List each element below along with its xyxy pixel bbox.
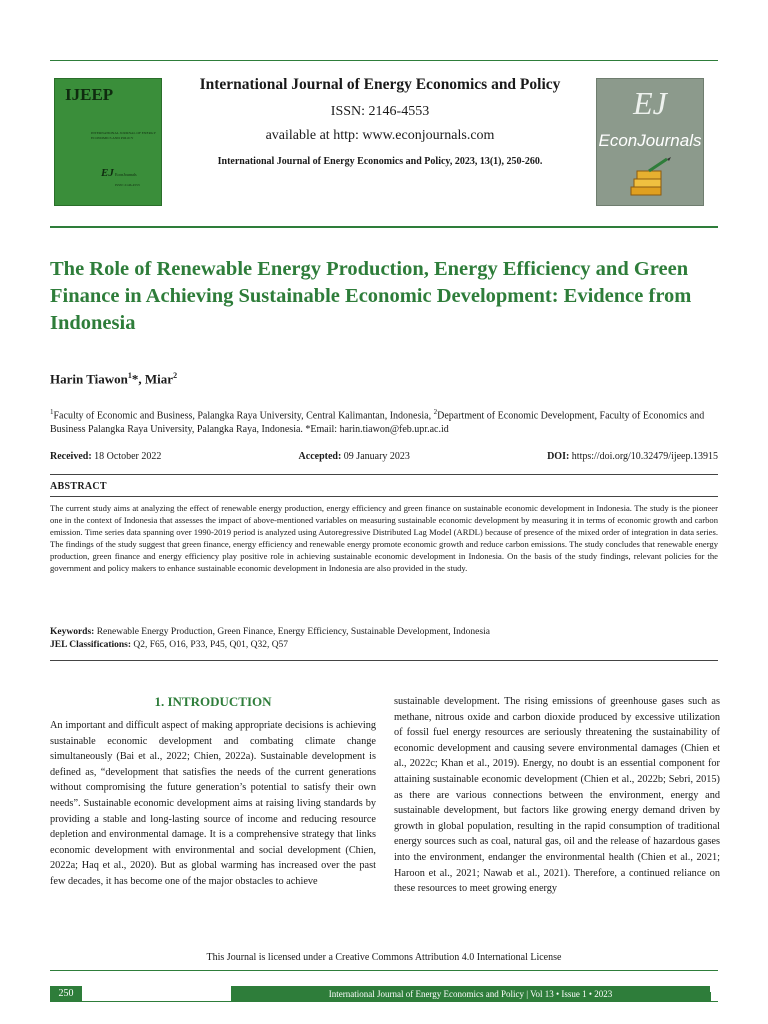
- author-name: Miar: [144, 371, 174, 387]
- page-number: 250: [50, 986, 82, 1002]
- author-name: Harin Tiawon: [50, 371, 128, 387]
- abstract-body: The current study aims at analyzing the effect of renewable energy production, energy efficiency and green finance on sustainable economic development in Indonesia. The study is the pioneer one in the context of Indonesia that assesses the impact of above-mentioned variables on measuring sustainable economic development by measuring it in terms of economic growth and carbon emission. Time series data spanning over 1990-2019 period is analyzed using Autoregressive Distributed Lag Model (ARDL) because of presence of the mixed order of integration in data series. The findings of the study suggest that green finance, energy efficiency and renewable energy promote economic growth and reduce carbon emissions. The study concludes that renewable energy production, green finance and energy efficiency play positive role in achieving sustainable economic development in Indonesia. On the basis of the study findings, relevant policies for the government and policy makers to enhance sustainable economic development in Indonesia are also provided in the study.: [50, 503, 718, 574]
- cover-ej-mark: EJ: [101, 167, 114, 179]
- affil-mark: 1: [50, 408, 54, 416]
- section-heading-introduction: 1. INTRODUCTION: [154, 694, 272, 709]
- keywords-line: [50, 626, 718, 639]
- keywords-rule: [50, 660, 718, 661]
- doi-link[interactable]: [547, 451, 718, 462]
- article-dates: [50, 451, 718, 462]
- jel-value: Q2, F65, O16, P33, P45, Q01, Q32, Q57: [131, 640, 289, 650]
- logo-mark: EJ: [633, 85, 667, 121]
- abstract-rule-top: [50, 474, 718, 475]
- journal-issn: ISSN: 2146-4553: [330, 104, 430, 119]
- author-line: [50, 371, 177, 387]
- journal-title: International Journal of Energy Economics and Policy: [199, 76, 561, 93]
- author-affil-mark: 2: [173, 371, 178, 380]
- license-note: This Journal is licensed under a Creative Commons Attribution 4.0 International License: [206, 952, 562, 963]
- abstract-rule: [50, 496, 718, 497]
- journal-header: [170, 74, 590, 167]
- jel-label: JEL Classifications:: [50, 640, 132, 650]
- received-date: [50, 451, 161, 462]
- body-column-left: An important and difficult aspect of making appropriate decisions is achieving sustainable economic development and combating climate change simultaneously (Bai et al., 2022; Chien, 2022a). Sustainable development is defined as, “development that satisfies the needs of the current generations without compromising the future generation’s potential to satisfy their own needs”. Sustainable economic development aims at raising living standards by providing a stable and long-lasting source of income and reducing resource depletion and environmental damage. It is a comprehensive strategy that links economic development with environmental and social development (Chien, 2022a; Haq et al., 2020). But as global warming has increased over the past few decades, it has become one of the major obstacles to achieve: [50, 720, 376, 887]
- cover-title: IJEEP: [65, 85, 114, 104]
- doi-label: DOI:: [547, 451, 570, 462]
- cover-ej-name: EconJournals: [115, 172, 137, 177]
- keywords-value: Renewable Energy Production, Green Finance, Energy Efficiency, Sustainable Development, Indonesia: [94, 627, 490, 637]
- footer-corner-mark: [710, 992, 718, 1002]
- affiliations: [50, 405, 718, 437]
- jel-line: [50, 639, 718, 652]
- books-pencil-icon: [627, 157, 675, 201]
- logo-name: EconJournals: [598, 131, 702, 150]
- keywords-label: Keywords:: [50, 627, 95, 637]
- paper-title: The Role of Renewable Energy Production, Energy Efficiency and Green Finance in Achieving Sustainable Economic Development: Evidence from Indonesia: [50, 258, 692, 334]
- journal-citation: International Journal of Energy Economics and Policy, 2023, 13(1), 250-260.: [217, 156, 543, 167]
- received-label: Received:: [50, 451, 92, 462]
- license-rule: [50, 970, 718, 971]
- journal-cover-thumbnail: [54, 78, 162, 206]
- affil-text: Department of Economic Development, Faculty of Economics and Business Palangka Raya University, Palangka Raya, Indonesia. *Email: harin.tiawon@feb.upr.ac.id: [50, 410, 705, 436]
- accepted-date: [299, 451, 410, 462]
- cover-subtitle: INTERNATIONAL JOURNAL OF ENERGY ECONOMICS AND POLICY: [91, 131, 156, 140]
- header-rule: [50, 226, 718, 228]
- keywords-block: [50, 626, 718, 652]
- received-value: 18 October 2022: [91, 451, 162, 462]
- journal-url[interactable]: available at http: www.econjournals.com: [265, 128, 495, 143]
- author-separator: *,: [131, 371, 145, 387]
- accepted-value: 09 January 2023: [341, 451, 410, 462]
- body-column-right: sustainable development. The rising emissions of greenhouse gases such as methane, nitrous oxide and carbon dioxide produced by excessive utilization of fossil fuel energy resources are seriously threatening the sustainability of economic development and causing severe environmental damages (Chien et al., 2022c; Khan et al., 2019). Energy, no doubt is an essential component for attaining sustainable economic development (Chien et al., 2022b; Sebri, 2015) as there are various connections between the environment, energy and sustainable development, but factors like growing energy demand driven by growth in global population, resulting in the rapid consumption of traditional energy sources such as coal, natural gas, oil and the release of hazardous gases into the environment, endanger the environmental health (Chien et al., 2021; Haroon et al., 2021; Nawab et al., 2021). Therefore, a continued reliance on these resources to meet growing energy: [394, 696, 720, 895]
- footer-rule: [82, 1001, 231, 1002]
- author-affil-mark: 1: [127, 371, 132, 380]
- affil-mark: 2: [433, 408, 438, 416]
- affil-text: Faculty of Economic and Business, Palangka Raya University, Central Kalimantan, Indonesia,: [53, 410, 434, 422]
- econjournals-logo: [596, 78, 704, 206]
- running-footer: International Journal of Energy Economics and Policy | Vol 13 • Issue 1 • 2023: [231, 986, 710, 1002]
- doi-value[interactable]: https://doi.org/10.32479/ijeep.13915: [569, 451, 718, 462]
- abstract-heading: ABSTRACT: [50, 481, 107, 492]
- cover-issn: ISSN: 2146-4553: [115, 183, 140, 187]
- top-rule: [50, 60, 718, 61]
- accepted-label: Accepted:: [298, 451, 342, 462]
